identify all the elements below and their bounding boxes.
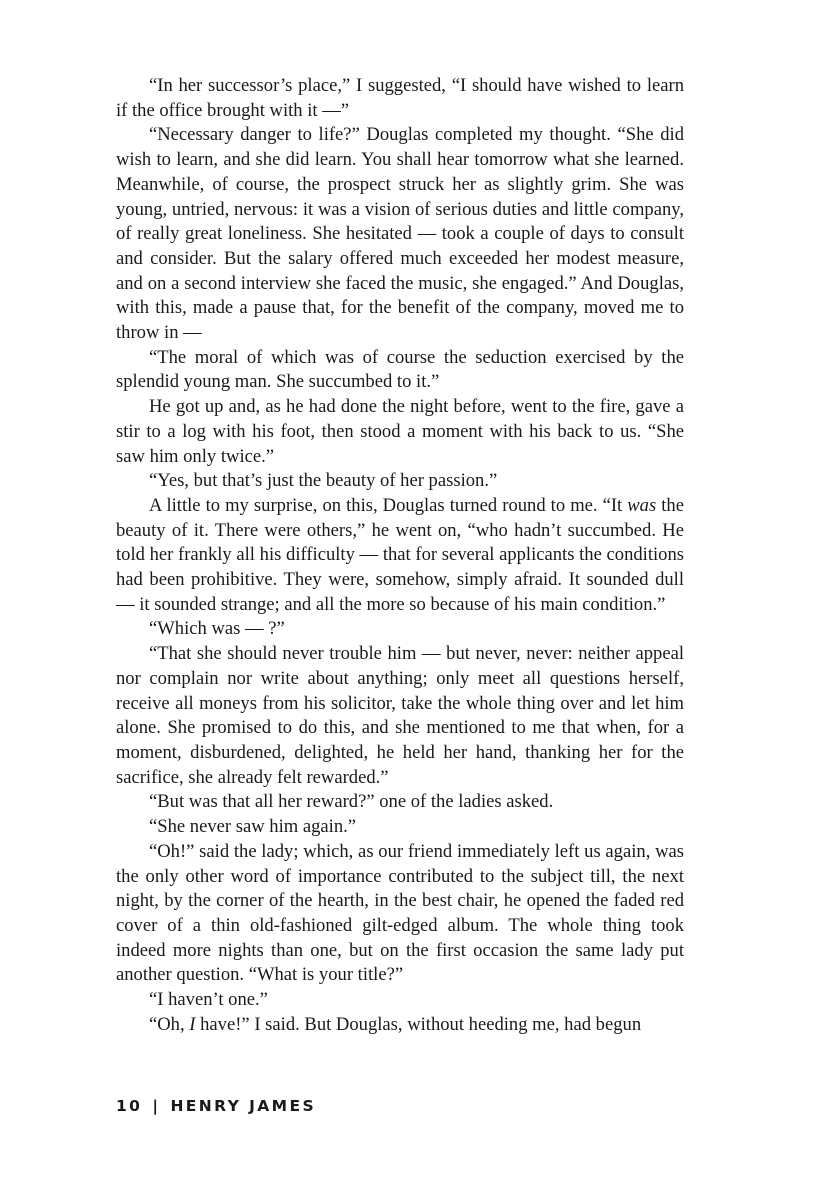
page-number: 10 [116, 1097, 143, 1115]
page-footer [116, 1097, 316, 1115]
paragraph-text: A little to my surprise, on this, Douglas turned round to me. “It [149, 494, 628, 516]
paragraph: “Which was — ?” [149, 618, 285, 640]
paragraph: “In her successor’s place,” I suggested, “I should have wished to learn if the office brought with it —” [116, 75, 684, 121]
emphasis: was [627, 494, 657, 516]
paragraph: “Oh!” said the lady; which, as our friend immediately left us again, was the only other word of importance contributed to the subject till, the next night, by the corner of the hearth, in the best chair, he opened the faded red cover of a thin old-fashioned gilt-edged album. The whole thing took indeed more nights than one, but on the first occasion the same lady put another question. “What is your title?” [116, 840, 684, 986]
body-text [116, 74, 684, 1037]
paragraph: “I haven’t one.” [149, 989, 268, 1011]
running-head: HENRY JAMES [170, 1097, 317, 1115]
paragraph: He got up and, as he had done the night before, went to the fire, gave a stir to a log with his foot, then stood a moment with his back to us. “She saw him only twice.” [116, 396, 684, 467]
paragraph: “She never saw him again.” [149, 816, 357, 838]
paragraph: “Yes, but that’s just the beauty of her passion.” [149, 470, 498, 492]
paragraph-text: the beauty of it. There were others,” he went on, “who hadn’t succumbed. He told her frankly all his difficulty — that for several applicants the conditions had been prohibitive. They were, somehow, simply afraid. It sounded dull — it sounded strange; and all the more so because of his main condition.” [116, 494, 684, 615]
paragraph [116, 494, 684, 618]
footer-separator: | [152, 1097, 161, 1115]
paragraph: “The moral of which was of course the seduction exercised by the splendid young man. She succumbed to it.” [116, 346, 684, 393]
paragraph-text: “Oh, [149, 1013, 190, 1035]
paragraph [116, 1013, 684, 1038]
paragraph: “Necessary danger to life?” Douglas completed my thought. “She did wish to learn, and she did learn. You shall hear tomorrow what she learned. Meanwhile, of course, the prospect struck her as slightly grim. She was young, untried, nervous: it was a vision of serious duties and little company, of really great loneliness. She hesitated — took a couple of days to consult and consider. But the salary offered much exceeded her modest measure, and on a second interview she faced the music, she engaged.” And Douglas, with this, made a pause that, for the benefit of the company, moved me to throw in — [116, 124, 684, 344]
paragraph: “That she should never trouble him — but never, never: neither appeal nor complain nor write about anything; only meet all questions herself, receive all moneys from his solicitor, take the whole thing over and let him alone. She promised to do this, and she mentioned to me that when, for a moment, disburdened, delighted, he held her hand, thanking her for the sacrifice, she already felt rewarded.” [116, 643, 684, 788]
emphasis: I [189, 1013, 196, 1035]
paragraph: “But was that all her reward?” one of the ladies asked. [149, 791, 554, 813]
paragraph-text: have!” I said. But Douglas, without heeding me, had begun [195, 1013, 642, 1035]
